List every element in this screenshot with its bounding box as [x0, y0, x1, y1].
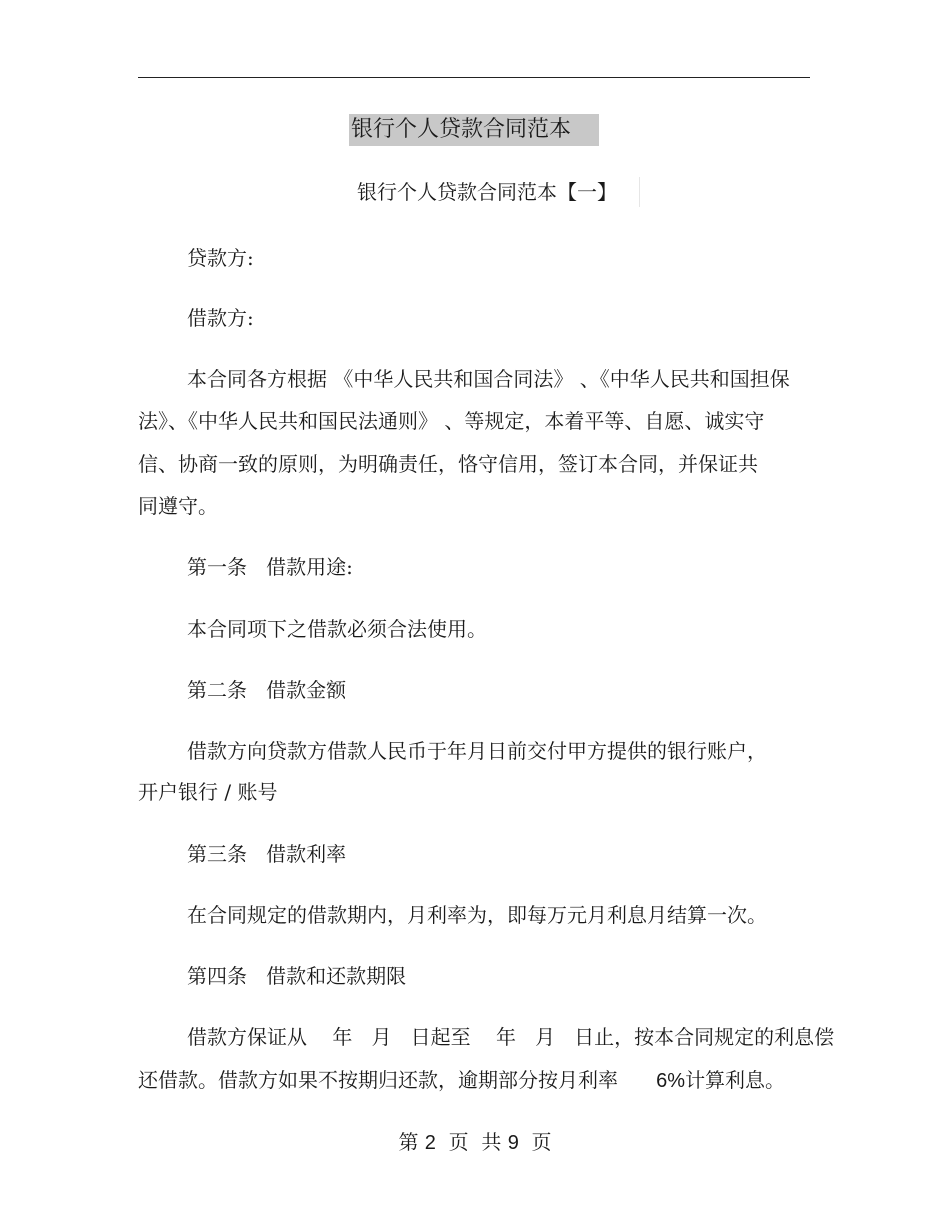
article-4-body-line-2 [138, 1065, 785, 1096]
article-4-body-line-2-text: 还借款。借款方如果不按期归还款，逾期部分按月利率 [138, 1068, 657, 1092]
footer-prefix: 第 [398, 1130, 425, 1154]
article-1-heading: 第一条 借款用途: [187, 555, 353, 579]
article-2-body-line-1: 借款方向贷款方借款人民币于年月日前交付甲方提供的银行账户， [187, 739, 767, 763]
footer-middle: 页 共 [435, 1130, 508, 1154]
borrower-label: 借款方: [187, 306, 254, 330]
article-4-heading: 第四条 借款和还款期限 [187, 964, 407, 988]
page-number: 2 [424, 1132, 436, 1154]
article-2-heading: 第二条 借款金额 [187, 678, 347, 702]
header-rule [138, 77, 810, 78]
document-subtitle: 银行个人贷款合同范本【一】 [355, 177, 640, 207]
article-4-body-line-1: 借款方保证从 年 月 日起至 年 月 日止，按本合同规定的利息偿 [187, 1025, 835, 1049]
article-3-heading: 第三条 借款利率 [187, 842, 347, 866]
preamble-line-2: 法》、《中华人民共和国民法通则》 、等规定，本着平等、自愿、诚实守 [138, 409, 765, 433]
footer-suffix: 页 [518, 1130, 552, 1154]
overdue-rate-value: 6% [656, 1070, 686, 1092]
article-3-body: 在合同规定的借款期内，月利率为，即每万元月利息月结算一次。 [187, 903, 767, 927]
preamble-line-3: 信、协商一致的原则，为明确责任，恪守信用，签订本合同，并保证共 [138, 452, 758, 476]
lender-label: 贷款方: [187, 246, 254, 270]
article-1-body: 本合同项下之借款必须合法使用。 [187, 617, 487, 641]
preamble-line-1: 本合同各方根据 《中华人民共和国合同法》 、《中华人民共和国担保 [187, 367, 790, 391]
article-2-body-line-2: 开户银行 / 账号 [138, 780, 278, 804]
document-title: 银行个人贷款合同范本 [349, 114, 599, 146]
page-footer [0, 1127, 950, 1158]
preamble-line-4: 同遵守。 [138, 494, 218, 518]
article-4-body-line-2-tail: 计算利息。 [685, 1068, 786, 1092]
page-total: 9 [507, 1132, 519, 1154]
